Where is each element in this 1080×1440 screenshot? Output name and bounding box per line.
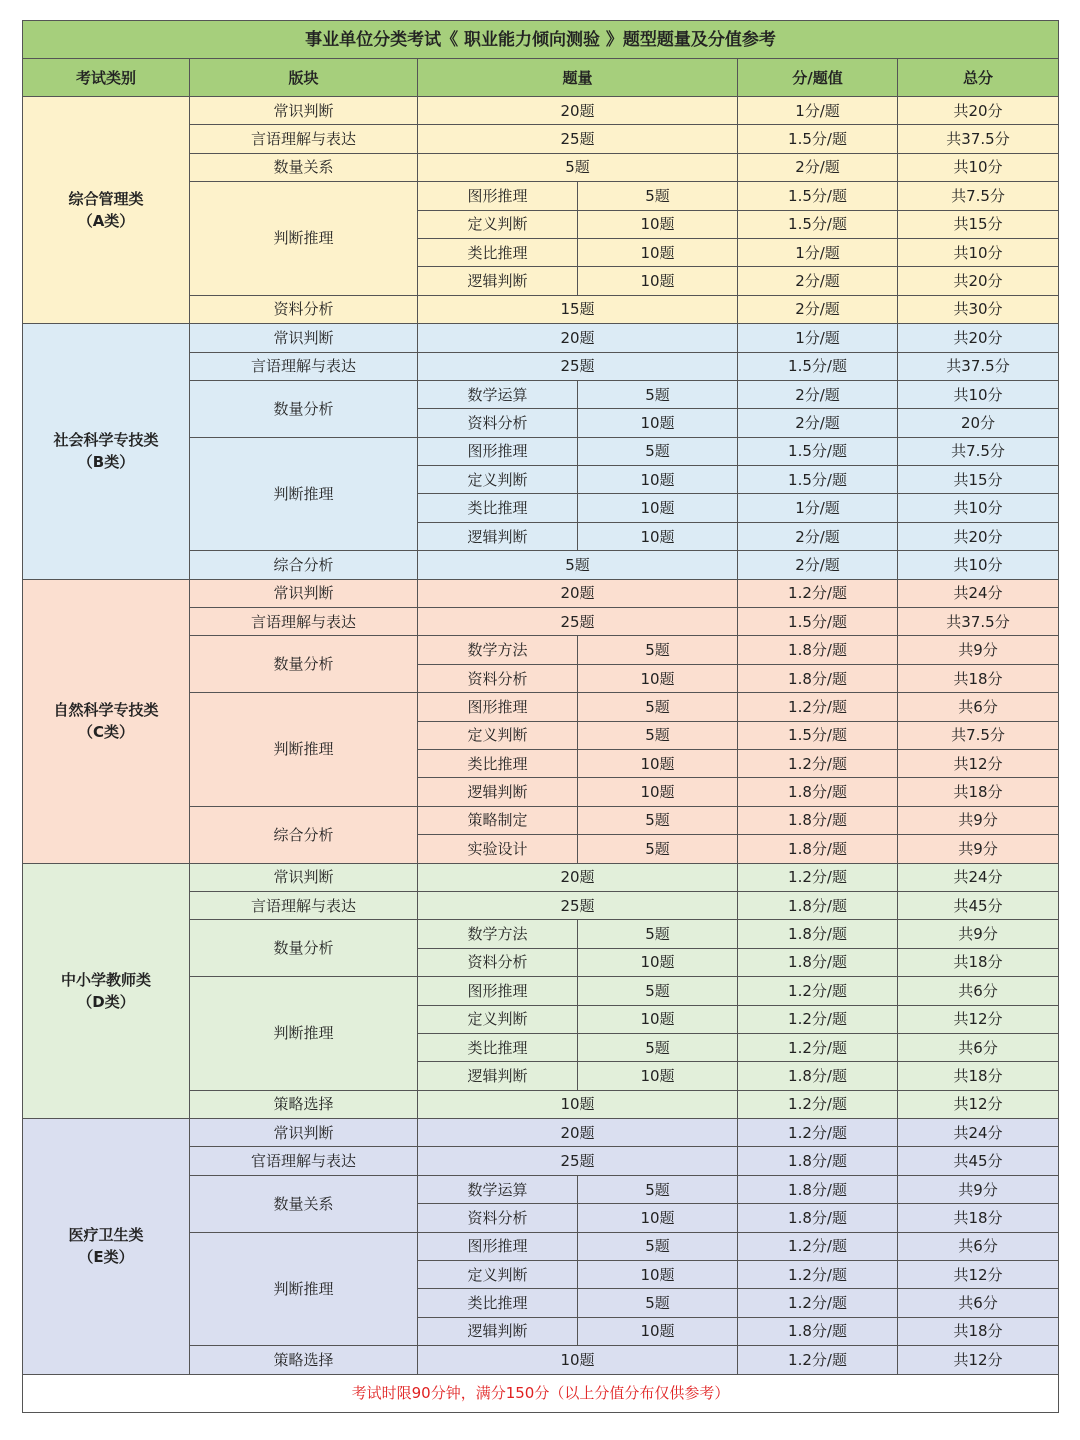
section-name: 数量分析: [190, 380, 418, 437]
points-per-question: 1.2分/题: [738, 1232, 898, 1260]
points-per-question: 2分/题: [738, 380, 898, 408]
category-cell: [23, 1119, 190, 1375]
section-name: 判断推理: [190, 437, 418, 551]
total-points: 共37.5分: [898, 352, 1059, 380]
total-points: 共10分: [898, 380, 1059, 408]
points-per-question: 1.5分/题: [738, 608, 898, 636]
subsection-name: 类比推理: [418, 238, 578, 266]
question-count: 25题: [418, 1147, 738, 1175]
points-per-question: 1.8分/题: [738, 835, 898, 863]
points-per-question: 2分/题: [738, 153, 898, 181]
category-name: 自然科学专技类: [53, 701, 159, 720]
total-points: 共18分: [898, 1204, 1059, 1232]
total-points: 共9分: [898, 636, 1059, 664]
total-points: 共9分: [898, 1175, 1059, 1203]
points-per-question: 1分/题: [738, 494, 898, 522]
question-count: 10题: [578, 1005, 738, 1033]
question-count: 20题: [418, 579, 738, 607]
header-per-question: 分/题值: [738, 59, 898, 97]
section-name: 言语理解与表达: [190, 608, 418, 636]
points-per-question: 1.2分/题: [738, 1261, 898, 1289]
question-count: 10题: [578, 1317, 738, 1345]
points-per-question: 1.2分/题: [738, 1033, 898, 1061]
points-per-question: 1.5分/题: [738, 466, 898, 494]
subsection-name: 类比推理: [418, 1289, 578, 1317]
question-count: 10题: [578, 494, 738, 522]
total-points: 共24分: [898, 863, 1059, 891]
category-code: （B类）: [77, 453, 135, 472]
total-points: 共7.5分: [898, 182, 1059, 210]
total-points: 共18分: [898, 664, 1059, 692]
total-points: 共18分: [898, 948, 1059, 976]
subsection-name: 图形推理: [418, 1232, 578, 1260]
total-points: 共9分: [898, 920, 1059, 948]
score-table-body: [23, 21, 1059, 1413]
section-name: 常识判断: [190, 863, 418, 891]
category-name: 医疗卫生类: [68, 1226, 144, 1245]
total-points: 共9分: [898, 835, 1059, 863]
category-name: 中小学教师类: [60, 970, 151, 989]
points-per-question: 1分/题: [738, 97, 898, 125]
total-points: 共18分: [898, 1317, 1059, 1345]
points-per-question: 2分/题: [738, 267, 898, 295]
section-name: 言语理解与表达: [190, 125, 418, 153]
header-section: 版块: [190, 59, 418, 97]
total-points: 共24分: [898, 579, 1059, 607]
points-per-question: 2分/题: [738, 409, 898, 437]
subsection-name: 策略制定: [418, 806, 578, 834]
points-per-question: 1.2分/题: [738, 1005, 898, 1033]
total-points: 共15分: [898, 210, 1059, 238]
question-count: 25题: [418, 352, 738, 380]
total-points: 共20分: [898, 97, 1059, 125]
points-per-question: 2分/题: [738, 295, 898, 323]
section-name: 常识判断: [190, 579, 418, 607]
section-name: 数量关系: [190, 1175, 418, 1232]
header-count: 题量: [418, 59, 738, 97]
question-count: 10题: [578, 1062, 738, 1090]
score-table: [22, 20, 1059, 1413]
total-points: 共6分: [898, 1289, 1059, 1317]
table-row: [23, 863, 1059, 891]
subsection-name: 数学运算: [418, 380, 578, 408]
category-code: （A类）: [77, 212, 135, 231]
subsection-name: 逻辑判断: [418, 1317, 578, 1345]
section-name: 官语理解与表达: [190, 1147, 418, 1175]
question-count: 10题: [418, 1090, 738, 1118]
question-count: 20题: [418, 97, 738, 125]
question-count: 10题: [578, 1261, 738, 1289]
total-points: 共10分: [898, 551, 1059, 579]
points-per-question: 1分/题: [738, 238, 898, 266]
category-code: （E类）: [78, 1248, 134, 1267]
points-per-question: 1.5分/题: [738, 125, 898, 153]
points-per-question: 1.2分/题: [738, 749, 898, 777]
category-code: （D类）: [77, 992, 135, 1011]
total-points: 共7.5分: [898, 721, 1059, 749]
total-points: 共10分: [898, 494, 1059, 522]
category-name: 社会科学专技类: [53, 431, 159, 450]
points-per-question: 1.8分/题: [738, 806, 898, 834]
section-name: 判断推理: [190, 693, 418, 807]
subsection-name: 逻辑判断: [418, 267, 578, 295]
points-per-question: 1.8分/题: [738, 1175, 898, 1203]
subsection-name: 类比推理: [418, 1033, 578, 1061]
points-per-question: 1.5分/题: [738, 182, 898, 210]
subsection-name: 定义判断: [418, 1261, 578, 1289]
total-points: 共15分: [898, 466, 1059, 494]
total-points: 共18分: [898, 778, 1059, 806]
question-count: 5题: [578, 835, 738, 863]
table-row: [23, 1119, 1059, 1147]
total-points: 共20分: [898, 267, 1059, 295]
question-count: 5题: [578, 920, 738, 948]
question-count: 5题: [418, 153, 738, 181]
subsection-name: 资料分析: [418, 409, 578, 437]
section-name: 策略选择: [190, 1090, 418, 1118]
question-count: 20题: [418, 324, 738, 352]
subsection-name: 数学运算: [418, 1175, 578, 1203]
points-per-question: 1.5分/题: [738, 352, 898, 380]
total-points: 共10分: [898, 238, 1059, 266]
total-points: 共12分: [898, 1090, 1059, 1118]
section-name: 言语理解与表达: [190, 352, 418, 380]
question-count: 5题: [578, 806, 738, 834]
question-count: 5题: [578, 1033, 738, 1061]
subsection-name: 类比推理: [418, 494, 578, 522]
header-row: [23, 59, 1059, 97]
header-total: 总分: [898, 59, 1059, 97]
question-count: 25题: [418, 125, 738, 153]
section-name: 判断推理: [190, 977, 418, 1091]
title-row: [23, 21, 1059, 59]
section-name: 常识判断: [190, 324, 418, 352]
total-points: 共37.5分: [898, 608, 1059, 636]
question-count: 25题: [418, 891, 738, 919]
total-points: 共6分: [898, 1033, 1059, 1061]
subsection-name: 定义判断: [418, 721, 578, 749]
total-points: 共45分: [898, 891, 1059, 919]
subsection-name: 数学方法: [418, 636, 578, 664]
table-title: 事业单位分类考试《 职业能力倾向测验 》题型题量及分值参考: [23, 21, 1059, 59]
points-per-question: 1分/题: [738, 324, 898, 352]
points-per-question: 1.8分/题: [738, 1317, 898, 1345]
points-per-question: 2分/题: [738, 522, 898, 550]
subsection-name: 逻辑判断: [418, 522, 578, 550]
section-name: 数量分析: [190, 636, 418, 693]
subsection-name: 图形推理: [418, 437, 578, 465]
subsection-name: 数学方法: [418, 920, 578, 948]
total-points: 共24分: [898, 1119, 1059, 1147]
points-per-question: 1.2分/题: [738, 1289, 898, 1317]
subsection-name: 逻辑判断: [418, 778, 578, 806]
subsection-name: 定义判断: [418, 210, 578, 238]
question-count: 5题: [578, 721, 738, 749]
question-count: 5题: [418, 551, 738, 579]
section-name: 数量分析: [190, 920, 418, 977]
points-per-question: 1.5分/题: [738, 437, 898, 465]
points-per-question: 1.2分/题: [738, 1346, 898, 1374]
points-per-question: 1.8分/题: [738, 920, 898, 948]
score-reference-sheet: [22, 20, 1058, 1413]
total-points: 20分: [898, 409, 1059, 437]
total-points: 共20分: [898, 324, 1059, 352]
subsection-name: 资料分析: [418, 948, 578, 976]
subsection-name: 定义判断: [418, 1005, 578, 1033]
question-count: 10题: [578, 409, 738, 437]
subsection-name: 类比推理: [418, 749, 578, 777]
table-row: [23, 97, 1059, 125]
total-points: 共12分: [898, 749, 1059, 777]
question-count: 15题: [418, 295, 738, 323]
question-count: 10题: [578, 267, 738, 295]
question-count: 10题: [578, 1204, 738, 1232]
category-cell: [23, 97, 190, 324]
points-per-question: 1.5分/题: [738, 721, 898, 749]
footer-note: 考试时限90分钟，满分150分（以上分值分布仅供参考）: [23, 1374, 1059, 1412]
section-name: 判断推理: [190, 182, 418, 296]
total-points: 共6分: [898, 693, 1059, 721]
section-name: 数量关系: [190, 153, 418, 181]
question-count: 10题: [578, 210, 738, 238]
points-per-question: 1.8分/题: [738, 664, 898, 692]
points-per-question: 1.2分/题: [738, 693, 898, 721]
category-code: （C类）: [77, 723, 134, 742]
question-count: 5题: [578, 1175, 738, 1203]
section-name: 常识判断: [190, 1119, 418, 1147]
points-per-question: 2分/题: [738, 551, 898, 579]
total-points: 共6分: [898, 977, 1059, 1005]
points-per-question: 1.2分/题: [738, 1090, 898, 1118]
question-count: 25题: [418, 608, 738, 636]
total-points: 共20分: [898, 522, 1059, 550]
total-points: 共12分: [898, 1005, 1059, 1033]
section-name: 综合分析: [190, 551, 418, 579]
subsection-name: 资料分析: [418, 1204, 578, 1232]
total-points: 共10分: [898, 153, 1059, 181]
total-points: 共7.5分: [898, 437, 1059, 465]
question-count: 5题: [578, 1289, 738, 1317]
total-points: 共12分: [898, 1261, 1059, 1289]
points-per-question: 1.8分/题: [738, 948, 898, 976]
subsection-name: 实验设计: [418, 835, 578, 863]
points-per-question: 1.8分/题: [738, 636, 898, 664]
category-name: 综合管理类: [68, 190, 144, 209]
points-per-question: 1.8分/题: [738, 1147, 898, 1175]
subsection-name: 图形推理: [418, 182, 578, 210]
subsection-name: 图形推理: [418, 693, 578, 721]
total-points: 共18分: [898, 1062, 1059, 1090]
question-count: 10题: [578, 948, 738, 976]
section-name: 策略选择: [190, 1346, 418, 1374]
section-name: 综合分析: [190, 806, 418, 863]
question-count: 5题: [578, 977, 738, 1005]
question-count: 5题: [578, 380, 738, 408]
points-per-question: 1.8分/题: [738, 1062, 898, 1090]
table-row: [23, 324, 1059, 352]
points-per-question: 1.2分/题: [738, 579, 898, 607]
question-count: 5题: [578, 437, 738, 465]
question-count: 20题: [418, 863, 738, 891]
points-per-question: 1.8分/题: [738, 1204, 898, 1232]
question-count: 5题: [578, 182, 738, 210]
section-name: 判断推理: [190, 1232, 418, 1346]
footer-row: [23, 1374, 1059, 1412]
question-count: 5题: [578, 636, 738, 664]
question-count: 10题: [578, 522, 738, 550]
total-points: 共45分: [898, 1147, 1059, 1175]
subsection-name: 逻辑判断: [418, 1062, 578, 1090]
points-per-question: 1.2分/题: [738, 863, 898, 891]
subsection-name: 图形推理: [418, 977, 578, 1005]
question-count: 10题: [578, 749, 738, 777]
question-count: 10题: [578, 778, 738, 806]
total-points: 共6分: [898, 1232, 1059, 1260]
subsection-name: 资料分析: [418, 664, 578, 692]
subsection-name: 定义判断: [418, 466, 578, 494]
total-points: 共30分: [898, 295, 1059, 323]
table-row: [23, 579, 1059, 607]
category-cell: [23, 324, 190, 580]
question-count: 20题: [418, 1119, 738, 1147]
total-points: 共12分: [898, 1346, 1059, 1374]
question-count: 10题: [578, 238, 738, 266]
category-cell: [23, 579, 190, 863]
section-name: 资料分析: [190, 295, 418, 323]
section-name: 常识判断: [190, 97, 418, 125]
total-points: 共37.5分: [898, 125, 1059, 153]
points-per-question: 1.2分/题: [738, 1119, 898, 1147]
points-per-question: 1.8分/题: [738, 778, 898, 806]
category-cell: [23, 863, 190, 1119]
total-points: 共9分: [898, 806, 1059, 834]
points-per-question: 1.5分/题: [738, 210, 898, 238]
question-count: 10题: [578, 664, 738, 692]
section-name: 言语理解与表达: [190, 891, 418, 919]
question-count: 5题: [578, 1232, 738, 1260]
question-count: 10题: [418, 1346, 738, 1374]
points-per-question: 1.2分/题: [738, 977, 898, 1005]
question-count: 10题: [578, 466, 738, 494]
question-count: 5题: [578, 693, 738, 721]
points-per-question: 1.8分/题: [738, 891, 898, 919]
header-category: 考试类别: [23, 59, 190, 97]
